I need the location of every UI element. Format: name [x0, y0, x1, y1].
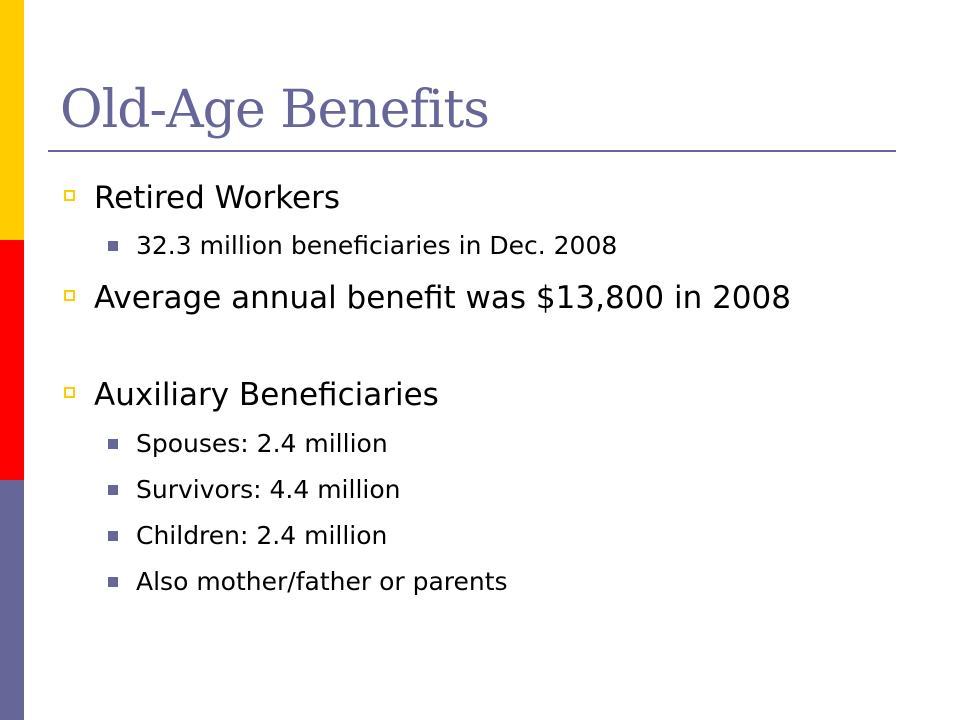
bullet-text: Auxiliary Beneficiaries: [94, 377, 439, 413]
sub-bullet-text: Spouses: 2.4 million: [136, 429, 388, 458]
hollow-square-icon: [64, 387, 75, 398]
hollow-square-icon: [64, 290, 75, 301]
bullet-average-benefit: [94, 276, 874, 320]
sub-bullet-text: Survivors: 4.4 million: [136, 475, 401, 504]
filled-square-icon: [108, 577, 118, 587]
slide-title: Old-Age Benefits: [60, 80, 489, 140]
sub-bullet-parents: [136, 565, 876, 599]
bullet-auxiliary-beneficiaries: [94, 373, 874, 417]
bullet-retired-workers: [94, 176, 874, 220]
filled-square-icon: [108, 531, 118, 541]
bullet-text: Average annual benefit was $13,800 in 2008: [94, 280, 791, 316]
sub-bullet-beneficiaries: [136, 229, 876, 263]
filled-square-icon: [108, 439, 118, 449]
filled-square-icon: [108, 485, 118, 495]
bullet-text: Retired Workers: [94, 180, 341, 216]
sub-bullet-text: 32.3 million beneficiaries in Dec. 2008: [136, 231, 618, 260]
hollow-square-icon: [64, 190, 75, 201]
sub-bullet-text: Also mother/father or parents: [136, 567, 508, 596]
sub-bullet-spouses: [136, 427, 876, 461]
sub-bullet-children: [136, 519, 876, 553]
sub-bullet-survivors: [136, 473, 876, 507]
filled-square-icon: [108, 241, 118, 251]
sub-bullet-text: Children: 2.4 million: [136, 521, 388, 550]
